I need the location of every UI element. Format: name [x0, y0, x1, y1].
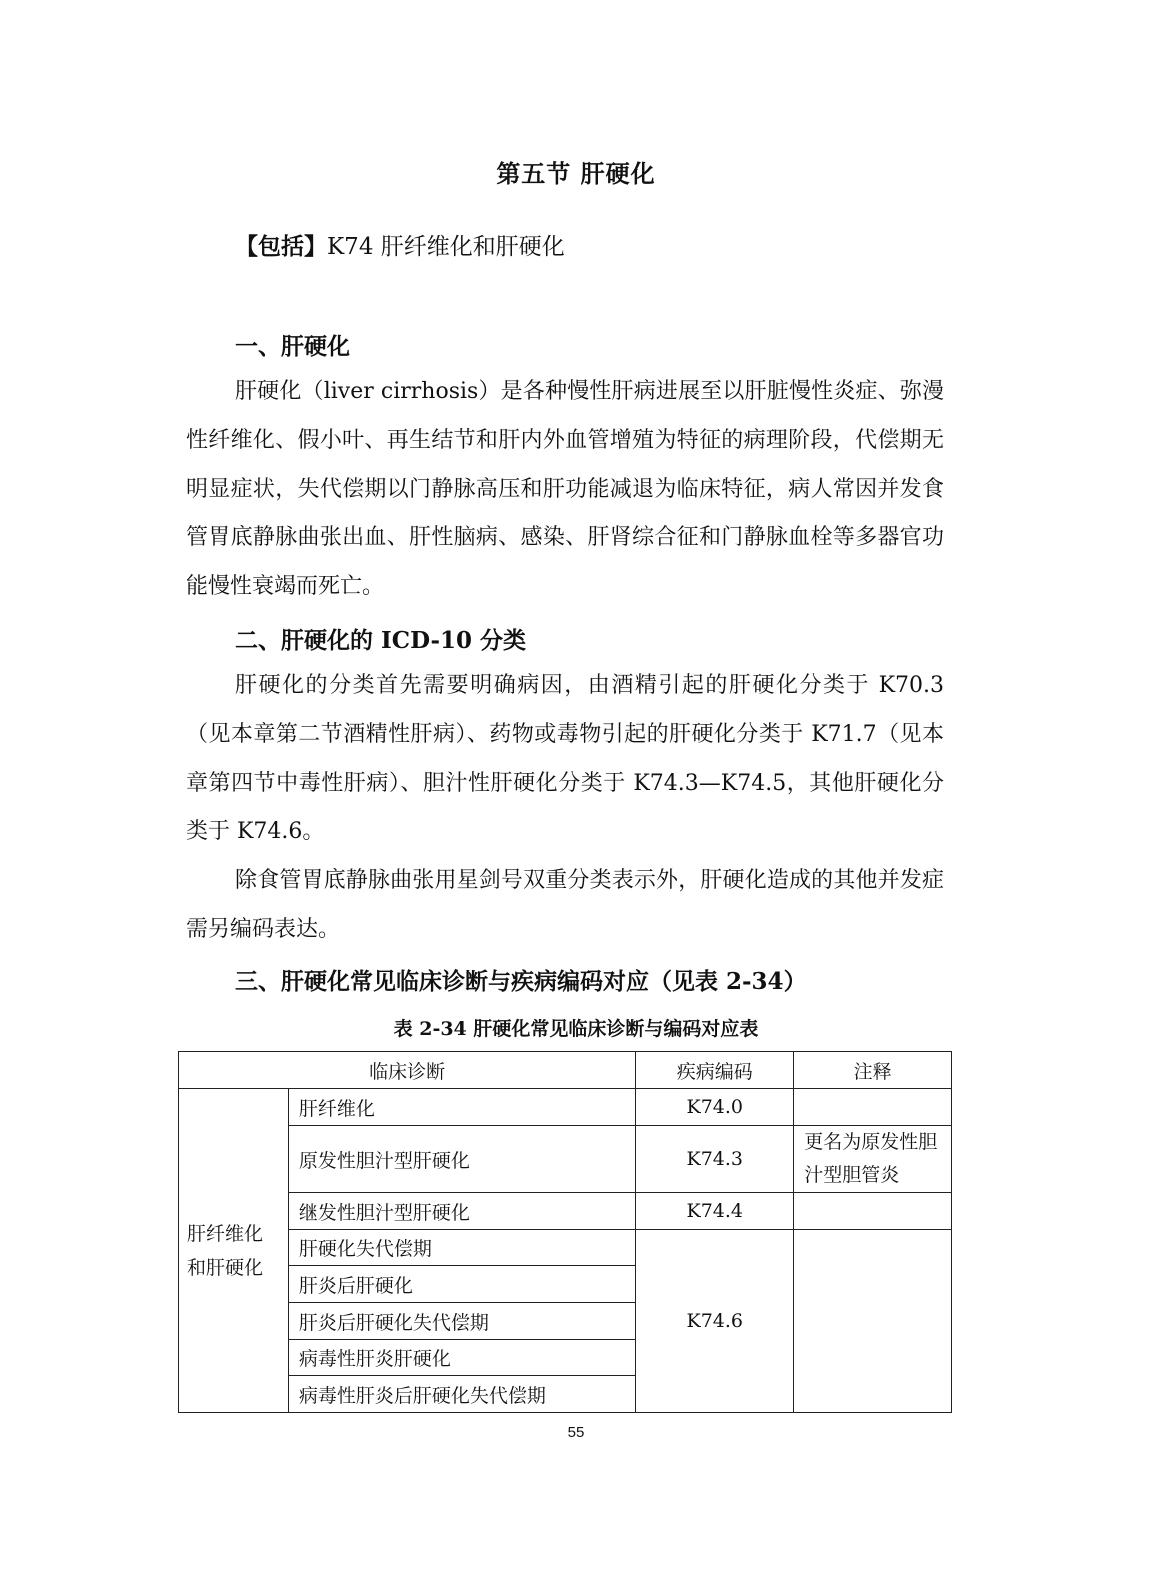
table-row — [179, 1089, 952, 1126]
diagnosis-cell: 原发性胆汁型肝硬化 — [288, 1126, 635, 1193]
includes-line — [235, 228, 565, 261]
table-caption: 表 2-34 肝硬化常见临床诊断与编码对应表 — [393, 1018, 759, 1040]
header-note: 注释 — [794, 1052, 952, 1089]
note-cell — [794, 1089, 952, 1126]
diagnosis-cell: 肝纤维化 — [288, 1089, 635, 1126]
table-header-row — [179, 1052, 952, 1089]
diagnosis-code-table — [178, 1051, 952, 1413]
page-number: 55 — [567, 1424, 585, 1441]
includes-text: K74 肝纤维化和肝硬化 — [327, 234, 565, 260]
section-title: 第五节 肝硬化 — [496, 159, 656, 188]
header-diagnosis: 临床诊断 — [179, 1052, 636, 1089]
heading-3: 三、肝硬化常见临床诊断与疾病编码对应（见表 2-34） — [235, 968, 807, 995]
paragraph-2: 肝硬化的分类首先需要明确病因，由酒精引起的肝硬化分类于 K70.3（见本章第二节酒精性肝病）、药物或毒物引起的肝硬化分类于 K71.7（见本章第四节中毒性肝病）、胆汁性肝硬化分类于 K74.3—K74.5，其他肝硬化分类于 K74.6。 — [186, 673, 944, 845]
diagnosis-cell: 肝硬化失代偿期 — [288, 1230, 635, 1266]
table-row — [179, 1193, 952, 1230]
code-cell: K74.3 — [636, 1126, 794, 1193]
diagnosis-cell: 病毒性肝炎后肝硬化失代偿期 — [288, 1376, 635, 1413]
diagnosis-cell: 肝炎后肝硬化 — [288, 1266, 635, 1303]
note-cell — [794, 1230, 952, 1413]
note-cell — [794, 1193, 952, 1230]
table-row — [179, 1126, 952, 1193]
code-cell: K74.0 — [636, 1089, 794, 1126]
diagnosis-cell: 病毒性肝炎肝硬化 — [288, 1340, 635, 1376]
table-row — [179, 1230, 952, 1266]
code-cell: K74.4 — [636, 1193, 794, 1230]
paragraph-3: 除食管胃底静脉曲张用星剑号双重分类表示外，肝硬化造成的其他并发症需另编码表达。 — [186, 868, 944, 942]
paragraph-1: 肝硬化（liver cirrhosis）是各种慢性肝病进展至以肝脏慢性炎症、弥漫性纤维化、假小叶、再生结节和肝内外血管增殖为特征的病理阶段，代偿期无明显症状，失代偿期以门静脉高压和肝功能减退为临床特征，病人常因并发食管胃底静脉曲张出血、肝性脑病、感染、肝肾综合征和门静脉血栓等多器官功能慢性衰竭而死亡。 — [186, 379, 944, 600]
heading-2: 二、肝硬化的 ICD-10 分类 — [235, 627, 527, 654]
includes-label: 【包括】 — [235, 233, 327, 260]
diagnosis-cell: 继发性胆汁型肝硬化 — [288, 1193, 635, 1230]
group-cell: 肝纤维化和肝硬化 — [179, 1089, 289, 1413]
heading-1: 一、肝硬化 — [235, 333, 350, 360]
note-cell: 更名为原发性胆汁型胆管炎 — [794, 1126, 952, 1193]
diagnosis-cell: 肝炎后肝硬化失代偿期 — [288, 1303, 635, 1340]
header-code: 疾病编码 — [636, 1052, 794, 1089]
code-cell: K74.6 — [636, 1230, 794, 1413]
